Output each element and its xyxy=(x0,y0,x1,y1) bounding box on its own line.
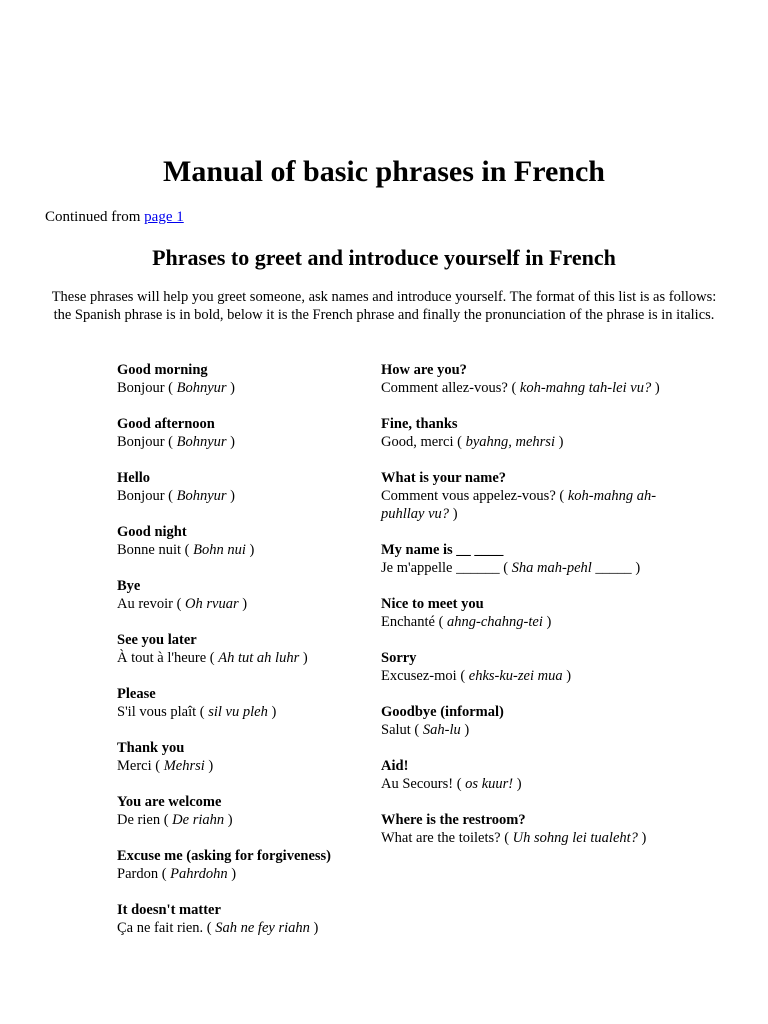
phrase-entry xyxy=(117,901,357,937)
phrase-french xyxy=(117,379,357,397)
pronunciation: Bohnyur xyxy=(176,380,227,396)
phrase-entry xyxy=(381,757,661,793)
phrase-french xyxy=(117,487,357,505)
phrase-spanish: Hello xyxy=(117,470,151,486)
closing-paren: ) xyxy=(226,434,236,450)
phrase-entry xyxy=(381,649,661,685)
french-text: Bonjour ( xyxy=(117,488,177,504)
french-text: Bonne nuit ( xyxy=(117,542,194,558)
pronunciation: Sah-lu xyxy=(422,722,461,738)
phrase-spanish: Excuse me (asking for forgiveness) xyxy=(117,848,331,864)
pronunciation: De riahn xyxy=(172,812,225,828)
closing-paren: ) xyxy=(204,758,214,774)
phrase-spanish: Good afternoon xyxy=(117,416,215,432)
closing-paren: ) xyxy=(460,722,470,738)
phrase-french xyxy=(381,379,661,397)
french-text: Good, merci ( xyxy=(381,434,466,450)
french-text: De rien ( xyxy=(117,812,173,828)
phrase-entry xyxy=(117,523,357,559)
page-title: Manual of basic phrases in French xyxy=(163,155,605,188)
phrase-french xyxy=(381,721,661,739)
french-text: Pardon ( xyxy=(117,866,171,882)
pronunciation: Oh rvuar xyxy=(185,596,239,612)
pronunciation: Bohnyur xyxy=(176,488,227,504)
phrase-french xyxy=(117,865,357,883)
phrase-french xyxy=(117,541,357,559)
pronunciation: Ah tut ah luhr xyxy=(218,650,300,666)
french-text: Enchanté ( xyxy=(381,614,448,630)
closing-paren: ) xyxy=(513,776,522,792)
phrase-entry xyxy=(117,361,357,397)
phrase-spanish: Bye xyxy=(117,578,141,594)
closing-paren: ) xyxy=(267,704,277,720)
phrase-entry xyxy=(381,703,661,739)
phrase-entry xyxy=(117,469,357,505)
closing-paren: ) xyxy=(245,542,255,558)
phrase-spanish: Good morning xyxy=(117,362,208,378)
pronunciation: os kuur! xyxy=(465,776,514,792)
phrase-spanish: Where is the restroom? xyxy=(381,812,526,828)
phrase-spanish: How are you? xyxy=(381,362,467,378)
phrase-spanish: Aid! xyxy=(381,758,409,774)
french-text: À tout à l'heure ( xyxy=(117,650,219,666)
phrase-entry xyxy=(117,739,357,775)
closing-paren: ) xyxy=(226,488,236,504)
pronunciation: byahng, mehrsi xyxy=(465,434,555,450)
phrase-entry xyxy=(381,415,661,451)
phrase-french xyxy=(381,775,661,793)
phrase-spanish: It doesn't matter xyxy=(117,902,221,918)
closing-paren: ) xyxy=(562,668,572,684)
phrase-entry xyxy=(117,793,357,829)
phrase-entry xyxy=(381,595,661,631)
closing-paren: ) xyxy=(226,380,236,396)
pronunciation: koh-mahng ah-puhllay vu? xyxy=(381,488,657,522)
phrase-entry xyxy=(381,361,661,397)
phrase-spanish: Please xyxy=(117,686,156,702)
pronunciation: Bohnyur xyxy=(176,434,227,450)
phrase-french xyxy=(117,649,357,667)
closing-paren: ) xyxy=(309,920,319,936)
section-heading: Phrases to greet and introduce yourself in French xyxy=(152,245,616,270)
phrase-spanish: What is your name? xyxy=(381,470,507,486)
continued-note xyxy=(45,208,184,226)
phrase-spanish: Thank you xyxy=(117,740,185,756)
closing-paren: ) xyxy=(449,506,458,522)
french-text: Excusez-moi ( xyxy=(381,668,469,684)
phrase-french xyxy=(381,667,661,685)
continued-prefix: Continued from xyxy=(45,209,145,225)
phrase-spanish: Fine, thanks xyxy=(381,416,458,432)
closing-paren: ) xyxy=(227,866,237,882)
pronunciation: Sah ne fey riahn xyxy=(215,920,310,936)
pronunciation: ahng-chahng-tei xyxy=(447,614,543,630)
phrase-spanish: See you later xyxy=(117,632,197,648)
closing-paren: ) xyxy=(224,812,233,828)
phrase-french xyxy=(117,811,357,829)
phrase-spanish: Good night xyxy=(117,524,187,540)
phrase-french xyxy=(381,613,661,631)
closing-paren: ) xyxy=(299,650,308,666)
french-text: Comment vous appelez-vous? ( xyxy=(381,488,568,504)
phrase-spanish: You are welcome xyxy=(117,794,222,810)
phrase-french xyxy=(381,487,661,523)
phrase-french xyxy=(117,919,357,937)
pronunciation: Pahrdohn xyxy=(170,866,228,882)
french-text: Bonjour ( xyxy=(117,434,177,450)
phrase-french xyxy=(117,433,357,451)
french-text: What are the toilets? ( xyxy=(381,830,513,846)
phrase-entry xyxy=(117,577,357,613)
pronunciation: koh-mahng tah-lei vu? xyxy=(519,380,652,396)
french-text: Bonjour ( xyxy=(117,380,177,396)
phrase-entry xyxy=(117,847,357,883)
french-text: S'il vous plaît ( xyxy=(117,704,209,720)
french-text: Comment allez-vous? ( xyxy=(381,380,520,396)
phrase-french xyxy=(117,595,357,613)
french-text: Au Secours! ( xyxy=(381,776,466,792)
phrase-french xyxy=(117,703,357,721)
closing-paren: ) xyxy=(631,560,641,576)
phrase-spanish: My name is __ ____ xyxy=(381,542,504,558)
phrase-entry xyxy=(381,541,661,577)
phrase-french xyxy=(381,559,661,577)
phrase-list-right xyxy=(381,361,661,865)
pronunciation: Uh sohng lei tualeht? xyxy=(512,830,638,846)
french-text: Merci ( xyxy=(117,758,164,774)
phrase-spanish: Sorry xyxy=(381,650,417,666)
closing-paren: ) xyxy=(554,434,564,450)
pronunciation: Mehrsi xyxy=(163,758,205,774)
phrase-entry xyxy=(117,415,357,451)
closing-paren: ) xyxy=(542,614,552,630)
phrase-entry xyxy=(381,469,661,523)
pronunciation: Sha mah-pehl _____ xyxy=(511,560,632,576)
french-text: Salut ( xyxy=(381,722,423,738)
pronunciation: sil vu pleh xyxy=(208,704,268,720)
phrase-entry xyxy=(117,631,357,667)
phrase-spanish: Nice to meet you xyxy=(381,596,484,612)
phrase-entry xyxy=(381,811,661,847)
intro-paragraph: These phrases will help you greet someone, ask names and introduce yourself. The format of this list is as follows: the Spanish phrase is in bold, below it is the French phrase and finally the pronunciation of the phrase is in italics. xyxy=(51,289,717,323)
page-1-link[interactable]: page 1 xyxy=(144,209,184,225)
phrase-french xyxy=(117,757,357,775)
closing-paren: ) xyxy=(651,380,660,396)
french-text: Je m'appelle ______ ( xyxy=(381,560,512,576)
closing-paren: ) xyxy=(238,596,248,612)
phrase-french xyxy=(381,829,661,847)
french-text: Ça ne fait rien. ( xyxy=(117,920,216,936)
phrase-list-left xyxy=(117,361,357,955)
phrase-french xyxy=(381,433,661,451)
closing-paren: ) xyxy=(637,830,647,846)
phrase-spanish: Goodbye (informal) xyxy=(381,704,504,720)
french-text: Au revoir ( xyxy=(117,596,186,612)
pronunciation: ehks-ku-zei mua xyxy=(468,668,563,684)
pronunciation: Bohn nui xyxy=(193,542,246,558)
phrase-entry xyxy=(117,685,357,721)
